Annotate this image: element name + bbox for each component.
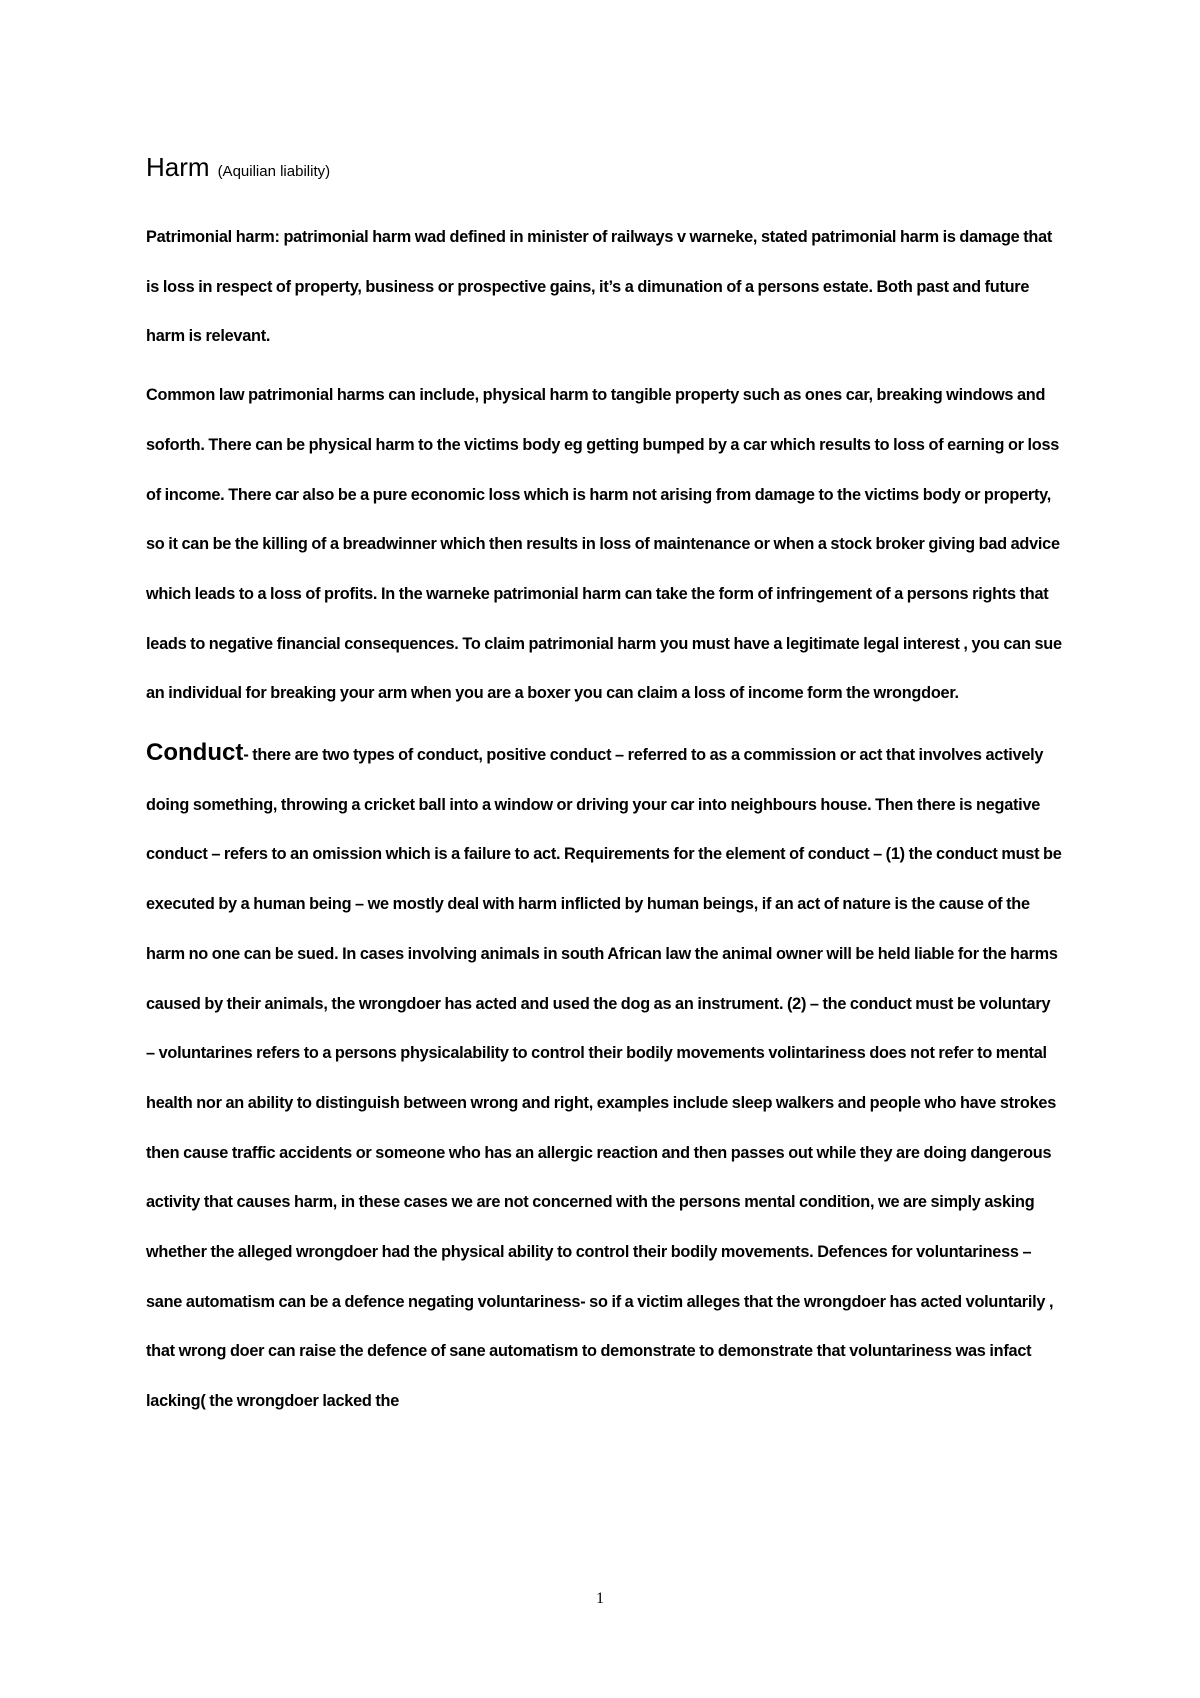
page-heading	[146, 150, 1062, 189]
page-number: 1	[596, 1590, 604, 1607]
heading-title: Harm	[146, 152, 210, 182]
paragraph-patrimonial-harm: Patrimonial harm: patrimonial harm wad defined in minister of railways v warneke, stated patrimonial harm is damage that is loss in respect of property, business or prospective gains, it’s a dimunation of a persons estate. Both past and future harm is relevant.	[146, 228, 1053, 346]
conduct-label: Conduct	[146, 739, 244, 767]
document-body	[146, 150, 1062, 1436]
heading-subtitle: (Aquilian liability)	[217, 163, 331, 180]
paragraph-common-law-harms: Common law patrimonial harms can include, physical harm to tangible property such as ones car, breaking windows and soforth. There can be physical harm to the victims body eg getting bumped by a car which results to loss of earning or loss of income. There car also be a pure economic loss which is harm not arising from damage to the victims body or property, so it can be the killing of a breadwinner which then results in loss of maintenance or when a stock broker giving bad advice which leads to a loss of profits. In the warneke patrimonial harm can take the form of infringement of a persons rights that leads to negative financial consequences. To claim patrimonial harm you must have a legitimate legal interest , you can sue an individual for breaking your arm when you are a boxer you can claim a loss of income form the wrongdoer.	[146, 386, 1062, 703]
conduct-text: - there are two types of conduct, positive conduct – referred to as a commission or act that involves actively doing something, throwing a cricket ball into a window or driving your car into neighbours house. Then there is negative conduct – refers to an omission which is a failure to act. Requirements for the element of conduct – (1) the conduct must be executed by a human being – we mostly deal with harm inflicted by human beings, if an act of nature is the cause of the harm no one can be sued. In cases involving animals in south African law the animal owner will be held liable for the harms caused by their animals, the wrongdoer has acted and used the dog as an instrument. (2) – the conduct must be voluntary – voluntarines refers to a persons physicalability to control their bodily movements volintariness does not refer to mental health nor an ability to distinguish between wrong and right, examples include sleep walkers and people who have strokes then cause traffic accidents or someone who has an allergic reaction and then passes out while they are doing dangerous activity that causes harm, in these cases we are not concerned with the persons mental condition, we are simply asking whether the alleged wrongdoer had the physical ability to control their bodily movements. Defences for voluntariness – sane automatism can be a defence negating voluntariness- so if a victim alleges that the wrongdoer has acted voluntarily , that wrong doer can raise the defence of sane automatism to demonstrate to demonstrate that voluntariness was infact lacking( the wrongdoer lacked the	[146, 746, 1062, 1411]
paragraph-conduct	[146, 728, 1062, 1427]
